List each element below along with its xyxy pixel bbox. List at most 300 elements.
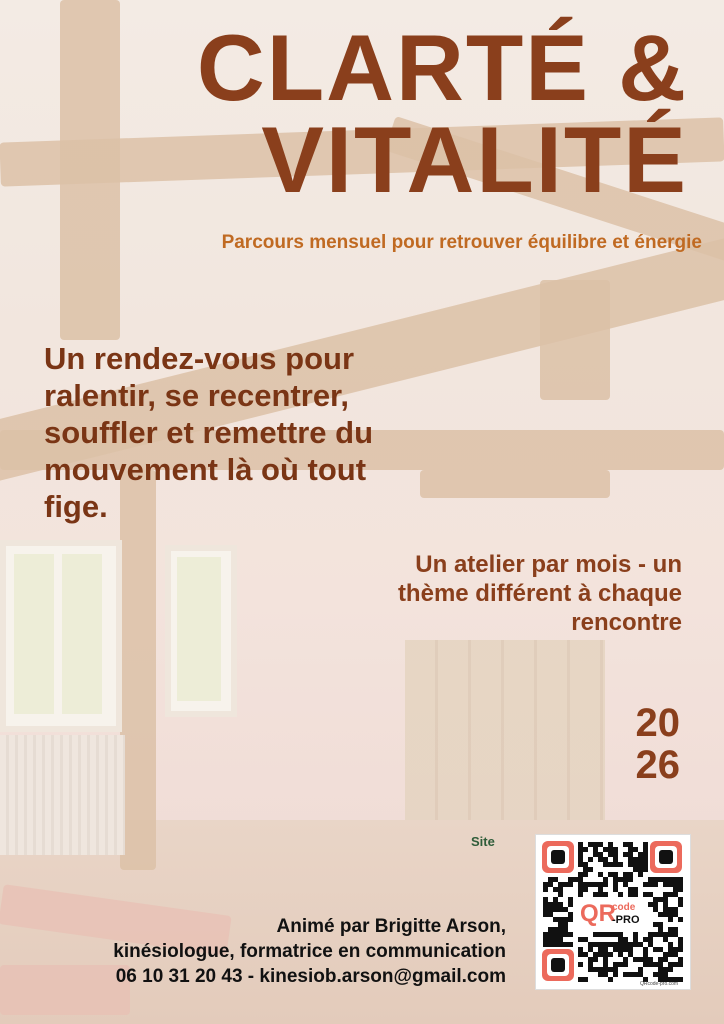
qr-module (578, 842, 583, 847)
qr-module (618, 952, 623, 957)
qr-module (553, 887, 558, 892)
qr-module (563, 927, 568, 932)
qr-module (668, 912, 673, 917)
qr-module (588, 882, 593, 887)
qr-module (618, 877, 623, 882)
qr-module (663, 882, 668, 887)
qr-module (633, 937, 638, 942)
qr-module (568, 902, 573, 907)
qr-module (603, 857, 608, 862)
qr-module (658, 877, 663, 882)
qr-module (633, 972, 638, 977)
qr-module (573, 877, 578, 882)
qr-module (653, 972, 658, 977)
qr-module (593, 892, 598, 897)
qr-module (548, 942, 553, 947)
qr-module (578, 937, 583, 942)
qr-module (558, 907, 563, 912)
qr-module (648, 882, 653, 887)
qr-module (578, 947, 583, 952)
qr-module (613, 967, 618, 972)
year (636, 702, 681, 786)
qr-module (658, 972, 663, 977)
qr-module (623, 957, 628, 962)
qr-module (588, 842, 593, 847)
qr-module (643, 892, 648, 897)
qr-module (643, 852, 648, 857)
qr-module (638, 972, 643, 977)
qr-module (608, 967, 613, 972)
qr-module (578, 882, 583, 887)
qr-module (558, 882, 563, 887)
qr-module (613, 962, 618, 967)
qr-module (673, 877, 678, 882)
qr-module (548, 927, 553, 932)
qr-module (638, 852, 643, 857)
qr-module (663, 937, 668, 942)
qr-module (673, 947, 678, 952)
author-block (113, 914, 506, 989)
qr-module (653, 902, 658, 907)
qr-module (603, 892, 608, 897)
qr-module (558, 927, 563, 932)
qr-module (678, 957, 683, 962)
qr-module (668, 907, 673, 912)
qr-module (663, 932, 668, 937)
qr-module (578, 877, 583, 882)
qr-module (673, 952, 678, 957)
qr-module (628, 847, 633, 852)
qr-module (553, 937, 558, 942)
qr-module (638, 942, 643, 947)
qr-module (628, 862, 633, 867)
qr-module (583, 847, 588, 852)
qr-module (653, 882, 658, 887)
qr-module (613, 852, 618, 857)
qr-module (658, 927, 663, 932)
qr-module (548, 907, 553, 912)
qr-module (653, 897, 658, 902)
qr-module (618, 962, 623, 967)
qr-module (628, 852, 633, 857)
qr-finder-top-right (650, 841, 682, 873)
qr-module (678, 917, 683, 922)
qr-module (678, 962, 683, 967)
qr-module (568, 912, 573, 917)
qr-module (608, 942, 613, 947)
qr-module (608, 842, 613, 847)
qr-module (558, 942, 563, 947)
qr-module (583, 872, 588, 877)
qr-module (608, 852, 613, 857)
qr-module (588, 867, 593, 872)
qr-module (578, 952, 583, 957)
qr-module (618, 947, 623, 952)
qr-module (668, 962, 673, 967)
qr-module (603, 932, 608, 937)
qr-module (633, 892, 638, 897)
qr-module (593, 932, 598, 937)
qr-module (648, 902, 653, 907)
qr-module (678, 902, 683, 907)
qr-module (623, 962, 628, 967)
qr-module (623, 872, 628, 877)
qr-module (648, 932, 653, 937)
qr-module (558, 932, 563, 937)
qr-module (543, 882, 548, 887)
qr-module (543, 902, 548, 907)
qr-module (588, 942, 593, 947)
qr-module (623, 947, 628, 952)
qr-brand-qr: QR (580, 900, 616, 927)
qr-module (548, 902, 553, 907)
qr-module (618, 942, 623, 947)
qr-module (583, 867, 588, 872)
author-line-2: kinésiologue, formatrice en communication (113, 941, 506, 962)
year-line-2: 26 (635, 743, 680, 787)
qr-module (558, 902, 563, 907)
qr-module (568, 882, 573, 887)
qr-module (678, 897, 683, 902)
qr-module (548, 937, 553, 942)
qr-code[interactable] (535, 834, 691, 990)
qr-module (663, 907, 668, 912)
qr-module (583, 862, 588, 867)
qr-module (623, 937, 628, 942)
qr-module (638, 862, 643, 867)
qr-module (553, 927, 558, 932)
qr-module (633, 857, 638, 862)
qr-module (558, 887, 563, 892)
qr-module (628, 887, 633, 892)
qr-module (563, 942, 568, 947)
qr-module (583, 952, 588, 957)
qr-module (543, 937, 548, 942)
qr-module (658, 967, 663, 972)
qr-module (558, 892, 563, 897)
qr-module (578, 887, 583, 892)
qr-module (568, 932, 573, 937)
qr-module (678, 947, 683, 952)
qr-module (623, 882, 628, 887)
qr-module (653, 947, 658, 952)
qr-module (543, 912, 548, 917)
qr-module (598, 942, 603, 947)
qr-module (558, 922, 563, 927)
qr-module (628, 972, 633, 977)
qr-module (613, 847, 618, 852)
qr-module (663, 902, 668, 907)
qr-module (593, 957, 598, 962)
year-line-1: 20 (635, 701, 680, 745)
qr-module (643, 862, 648, 867)
qr-module (598, 887, 603, 892)
poster-title (196, 15, 688, 212)
qr-module (663, 912, 668, 917)
qr-module (593, 882, 598, 887)
qr-module (548, 932, 553, 937)
qr-module (553, 897, 558, 902)
qr-module (618, 937, 623, 942)
qr-module (673, 882, 678, 887)
qr-module (598, 872, 603, 877)
qr-module (633, 862, 638, 867)
qr-module (543, 942, 548, 947)
qr-module (598, 857, 603, 862)
qr-module (643, 937, 648, 942)
qr-module (588, 962, 593, 967)
qr-module (633, 942, 638, 947)
qr-module (628, 842, 633, 847)
qr-module (673, 907, 678, 912)
qr-module (598, 947, 603, 952)
qr-module (598, 932, 603, 937)
qr-module (578, 962, 583, 967)
qr-module (668, 942, 673, 947)
qr-module (678, 977, 683, 982)
qr-module (613, 877, 618, 882)
qr-module (673, 887, 678, 892)
qr-module (643, 962, 648, 967)
qr-module (593, 852, 598, 857)
qr-module (643, 882, 648, 887)
qr-module (633, 887, 638, 892)
qr-module (648, 957, 653, 962)
qr-module (603, 957, 608, 962)
qr-module (578, 977, 583, 982)
qr-module (563, 922, 568, 927)
qr-module (583, 887, 588, 892)
qr-module (623, 877, 628, 882)
qr-module (628, 947, 633, 952)
qr-module (668, 882, 673, 887)
qr-module (598, 967, 603, 972)
qr-module (563, 917, 568, 922)
qr-module (613, 887, 618, 892)
qr-module (603, 962, 608, 967)
qr-module (668, 947, 673, 952)
qr-module (618, 862, 623, 867)
qr-module (633, 957, 638, 962)
qr-module (583, 882, 588, 887)
qr-brand-url: QRcode-pro.com (640, 981, 679, 987)
qr-module (603, 952, 608, 957)
qr-code-graphic (536, 835, 690, 989)
author-line-3[interactable]: 06 10 31 20 43 - kinesiob.arson@gmail.com (115, 966, 506, 987)
qr-module (648, 877, 653, 882)
author-line-1: Animé par Brigitte Arson, (276, 916, 506, 937)
qr-module (578, 892, 583, 897)
qr-module (673, 932, 678, 937)
qr-module (613, 972, 618, 977)
qr-module (673, 927, 678, 932)
qr-module (668, 932, 673, 937)
qr-module (623, 942, 628, 947)
qr-module (678, 942, 683, 947)
qr-module (638, 967, 643, 972)
qr-module (553, 902, 558, 907)
qr-module (613, 942, 618, 947)
qr-module (658, 912, 663, 917)
qr-module (653, 962, 658, 967)
qr-module (603, 847, 608, 852)
qr-module (653, 877, 658, 882)
qr-module (668, 892, 673, 897)
qr-module (603, 877, 608, 882)
qr-module (578, 872, 583, 877)
qr-module (638, 857, 643, 862)
qr-module (613, 947, 618, 952)
title-line-2: VITALITÉ (261, 107, 688, 212)
qr-module (588, 947, 593, 952)
qr-module (663, 892, 668, 897)
qr-brand-code: code (612, 902, 636, 913)
qr-module (633, 867, 638, 872)
qr-module (618, 892, 623, 897)
atelier-text: Un atelier par mois - un thème différent à chaque rencontre (397, 551, 682, 636)
qr-module (603, 972, 608, 977)
qr-module (638, 872, 643, 877)
qr-module (648, 962, 653, 967)
qr-module (563, 932, 568, 937)
qr-module (568, 917, 573, 922)
qr-module (598, 882, 603, 887)
qr-module (673, 962, 678, 967)
qr-module (673, 892, 678, 897)
qr-module (663, 952, 668, 957)
qr-module (638, 957, 643, 962)
title-line-1: CLARTÉ & (196, 15, 688, 120)
qr-module (588, 957, 593, 962)
qr-module (663, 897, 668, 902)
qr-module (678, 937, 683, 942)
qr-module (668, 967, 673, 972)
qr-module (593, 842, 598, 847)
qr-module (628, 942, 633, 947)
qr-module (653, 932, 658, 937)
qr-module (608, 932, 613, 937)
qr-module (608, 952, 613, 957)
qr-module (598, 952, 603, 957)
qr-module (593, 847, 598, 852)
qr-module (658, 947, 663, 952)
qr-brand-pro: -PRO (612, 914, 640, 926)
qr-module (643, 957, 648, 962)
qr-module (648, 892, 653, 897)
qr-module (658, 922, 663, 927)
qr-module (658, 932, 663, 937)
qr-module (628, 892, 633, 897)
qr-module (578, 857, 583, 862)
qr-module (673, 912, 678, 917)
qr-module (563, 907, 568, 912)
qr-module (583, 977, 588, 982)
qr-finder-top-left (542, 841, 574, 873)
qr-module (643, 842, 648, 847)
qr-module (663, 967, 668, 972)
qr-module (608, 977, 613, 982)
qr-module (658, 957, 663, 962)
qr-module (593, 942, 598, 947)
qr-module (588, 857, 593, 862)
qr-module (588, 967, 593, 972)
qr-module (608, 847, 613, 852)
qr-module (663, 957, 668, 962)
qr-module (618, 932, 623, 937)
qr-module (553, 917, 558, 922)
qr-module (658, 962, 663, 967)
qr-module (663, 877, 668, 882)
qr-module (678, 877, 683, 882)
lead-text: Un rendez-vous pour ralentir, se recentrer, souffler et remettre du mouvement là où tout fige. (44, 341, 374, 524)
qr-module (558, 937, 563, 942)
qr-module (553, 877, 558, 882)
qr-module (628, 877, 633, 882)
qr-module (653, 907, 658, 912)
qr-module (633, 932, 638, 937)
qr-module (633, 847, 638, 852)
qr-module (578, 852, 583, 857)
qr-module (678, 882, 683, 887)
qr-module (598, 842, 603, 847)
qr-module (558, 917, 563, 922)
qr-module (568, 897, 573, 902)
qr-module (603, 882, 608, 887)
qr-module (628, 857, 633, 862)
poster-subtitle: Parcours mensuel pour retrouver équilibre et énergie (221, 232, 702, 253)
qr-module (643, 847, 648, 852)
qr-module (543, 932, 548, 937)
qr-finder-bottom-left (542, 949, 574, 981)
qr-module (668, 927, 673, 932)
qr-module (668, 877, 673, 882)
qr-module (663, 972, 668, 977)
qr-module (553, 907, 558, 912)
qr-module (648, 942, 653, 947)
qr-module (603, 947, 608, 952)
qr-module (603, 942, 608, 947)
qr-module (643, 952, 648, 957)
qr-module (658, 897, 663, 902)
qr-module (543, 907, 548, 912)
qr-module (603, 967, 608, 972)
qr-module (583, 937, 588, 942)
qr-module (598, 852, 603, 857)
qr-module (638, 867, 643, 872)
qr-module (668, 917, 673, 922)
qr-module (613, 882, 618, 887)
qr-module (563, 882, 568, 887)
qr-module (548, 877, 553, 882)
qr-module (593, 967, 598, 972)
site-label: Site (471, 834, 495, 849)
qr-module (613, 932, 618, 937)
qr-module (668, 952, 673, 957)
qr-module (643, 857, 648, 862)
qr-module (548, 912, 553, 917)
qr-module (608, 872, 613, 877)
qr-module (613, 872, 618, 877)
qr-module (553, 932, 558, 937)
qr-module (623, 842, 628, 847)
qr-module (568, 877, 573, 882)
qr-module (543, 887, 548, 892)
qr-module (643, 867, 648, 872)
qr-module (613, 857, 618, 862)
qr-module (568, 942, 573, 947)
qr-module (678, 887, 683, 892)
qr-module (608, 862, 613, 867)
